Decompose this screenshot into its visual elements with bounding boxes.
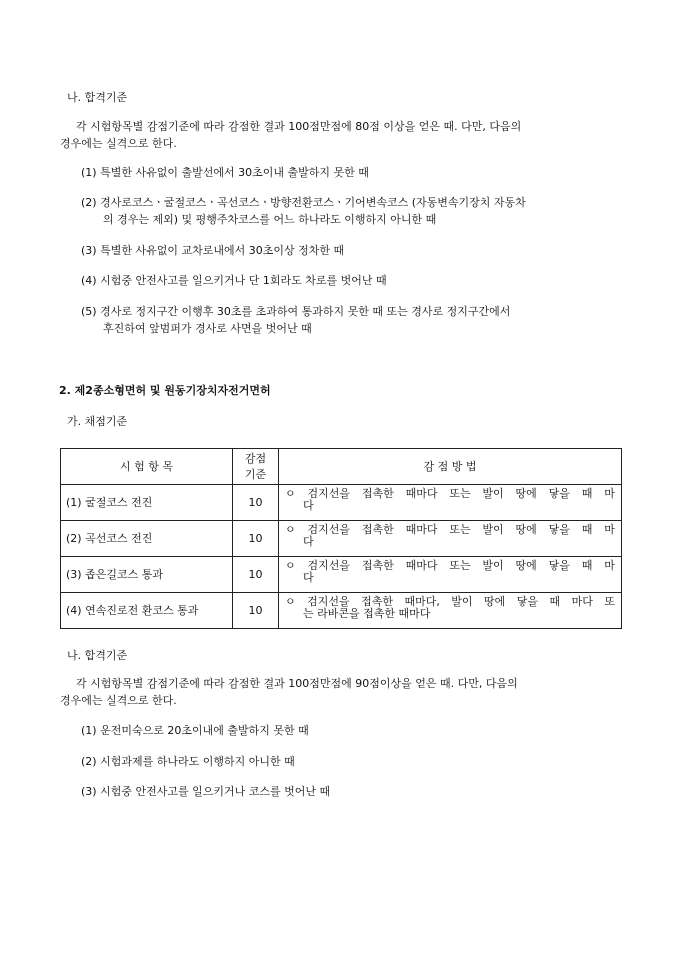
row-item: (4) 연속진로전 환코스 통과: [61, 593, 233, 629]
method-line2: 다: [303, 499, 314, 512]
method-word: 마: [604, 523, 615, 536]
row-method: [279, 593, 622, 629]
section2-item-1: (1) 운전미숙으로 20초이내에 출발하지 못한 때: [81, 724, 309, 737]
section1-item-2-cont: 의 경우는 제외) 및 평행주차코스를 어느 하나라도 이행하지 아니한 때: [103, 213, 437, 226]
section1-item-1: (1) 특별한 사유없이 출발선에서 30초이내 출발하지 못한 때: [81, 166, 369, 179]
method-word: 닿을: [516, 595, 539, 608]
method-word: 땅에: [515, 559, 537, 572]
method-word: 닿을: [548, 523, 570, 536]
row-item: (2) 곡선코스 전진: [61, 521, 233, 557]
row-score: 10: [233, 521, 279, 557]
method-word: 발이: [451, 595, 473, 608]
row-method: [279, 485, 622, 521]
method-word: 때마다: [405, 559, 438, 572]
method-word: 때마다,: [404, 595, 440, 608]
table-row: [61, 593, 622, 629]
scoring-table: [60, 448, 622, 629]
section1-pass-heading: 나. 합격기준: [67, 91, 128, 104]
method-word: 때: [581, 559, 593, 572]
method-word: 접촉한: [361, 559, 394, 572]
section2-pass-text-line2: 경우에는 실격으로 한다.: [60, 694, 177, 707]
method-word: 때: [581, 487, 593, 500]
section1-item-2: (2) 경사로코스ㆍ굴절코스ㆍ곡선코스ㆍ방향전환코스ㆍ기어변속코스 (자동변속기장치 자동차: [81, 196, 526, 209]
row-method: [279, 521, 622, 557]
method-word: ㅇ: [285, 595, 296, 608]
method-word: 또는: [449, 523, 471, 536]
method-word: 접촉한: [361, 487, 394, 500]
row-score: 10: [233, 485, 279, 521]
section1-pass-text-line1: 각 시험항목별 감점기준에 따라 감점한 결과 100점만점에 80점 이상을 얻은 때. 다만, 다음의: [76, 120, 522, 133]
method-line2: 다: [303, 535, 314, 548]
method-word: 땅에: [515, 487, 537, 500]
method-word: 발이: [482, 523, 504, 536]
section1-item-4: (4) 시험중 안전사고를 일으키거나 단 1회라도 차로를 벗어난 때: [81, 274, 387, 287]
table-row: [61, 521, 622, 557]
method-word: 마다: [571, 595, 593, 608]
method-line2: 다: [303, 571, 314, 584]
method-word: 접촉한: [361, 523, 394, 536]
section2-title: 2. 제2종소형면허 및 원동기장치자전거면허: [59, 384, 271, 397]
row-score: 10: [233, 593, 279, 629]
section2-item-2: (2) 시험과제를 하나라도 이행하지 아니한 때: [81, 755, 295, 768]
method-word: 때: [581, 523, 593, 536]
table-header-row: [61, 449, 622, 485]
method-word: 때마다: [405, 487, 438, 500]
header-method: 감 점 방 법: [279, 449, 622, 485]
method-word: 마: [604, 559, 615, 572]
method-word: 검지선을: [307, 595, 350, 608]
table-row: [61, 557, 622, 593]
method-word: 또는: [449, 559, 471, 572]
method-word: 때: [549, 595, 561, 608]
method-word: 검지선을: [307, 523, 350, 536]
method-word: 닿을: [548, 487, 570, 500]
method-word: ㅇ: [285, 523, 296, 536]
section1-item-3: (3) 특별한 사유없이 교차로내에서 30초이상 정차한 때: [81, 244, 345, 257]
section2-pass-text-line1: 각 시험항목별 감점기준에 따라 감점한 결과 100점만점에 90점이상을 얻은 때. 다만, 다음의: [76, 677, 518, 690]
method-line2: 는 라바콘을 접촉한 때마다: [303, 607, 431, 620]
section1-item-5-cont: 후진하여 앞범퍼가 경사로 사면을 벗어난 때: [103, 322, 312, 335]
method-word: 마: [604, 487, 615, 500]
method-word: 발이: [482, 487, 504, 500]
method-word: 발이: [482, 559, 504, 572]
method-word: 땅에: [515, 523, 537, 536]
method-word: 검지선을: [307, 487, 350, 500]
section2-item-3: (3) 시험중 안전사고를 일으키거나 코스를 벗어난 때: [81, 785, 331, 798]
method-word: ㅇ: [285, 487, 296, 500]
method-word: 검지선을: [307, 559, 350, 572]
section1-item-5: (5) 경사로 정지구간 이행후 30초를 초과하여 통과하지 못한 때 또는 경사로 정지구간에서: [81, 305, 511, 318]
row-method: [279, 557, 622, 593]
section1-pass-text-line2: 경우에는 실격으로 한다.: [60, 137, 177, 150]
method-word: 때마다: [405, 523, 438, 536]
method-word: 땅에: [484, 595, 506, 608]
row-item: (3) 좁은길코스 통과: [61, 557, 233, 593]
method-word: 닿을: [548, 559, 570, 572]
method-word: 또는: [449, 487, 471, 500]
header-test-item: 시 험 항 목: [61, 449, 233, 485]
row-item: (1) 굴절코스 전진: [61, 485, 233, 521]
section2-pass-heading: 나. 합격기준: [67, 649, 128, 662]
header-score-criteria: [233, 449, 279, 485]
section2-scoring-heading: 가. 채점기준: [67, 415, 128, 428]
method-word: 또: [604, 595, 615, 608]
method-word: ㅇ: [285, 559, 296, 572]
method-word: 접촉한: [361, 595, 393, 608]
header-score-line1: 감점: [244, 451, 267, 465]
table-row: [61, 485, 622, 521]
row-score: 10: [233, 557, 279, 593]
header-score-line2: 기준: [244, 467, 267, 481]
